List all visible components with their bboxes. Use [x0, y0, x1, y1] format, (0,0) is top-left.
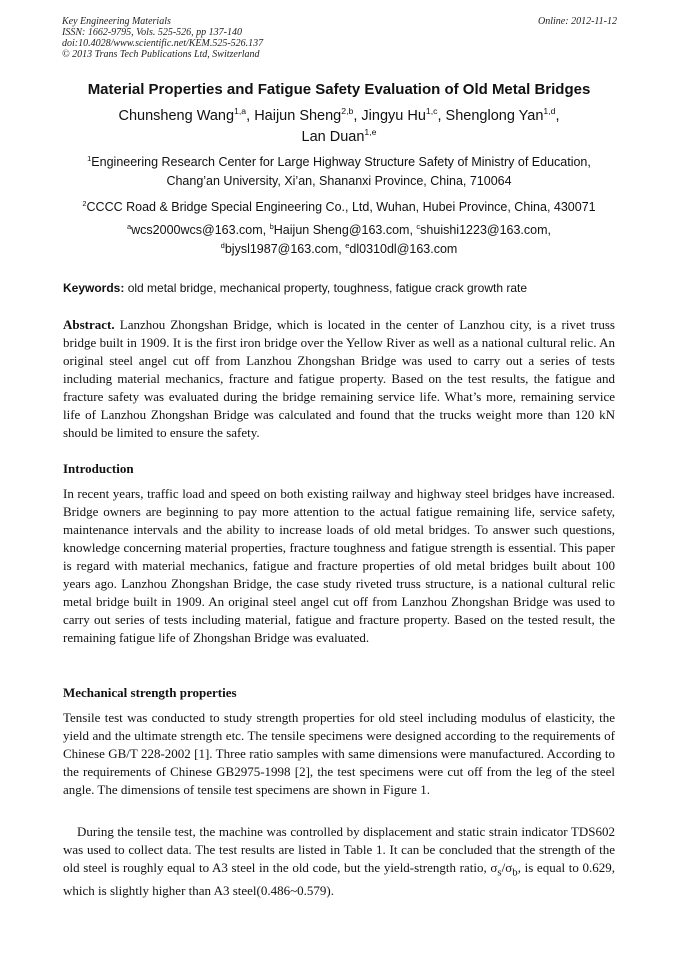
email: $^b$Haijun Sheng@163.com, — [269, 221, 417, 237]
online-date: Online: 2012-11-12 — [538, 16, 617, 27]
author: Jingyu Hu$^{1,c}$, — [361, 106, 446, 124]
sigma-s: $\sigma_s$ — [490, 860, 502, 879]
sigma-b: $\sigma_b$ — [505, 860, 518, 879]
introduction-paragraph: In recent years, traffic load and speed on both existing railway and highway steel bridges have increased. Bridge owners are beginning to pay more attention to the actual fatigue remaining life, service safety, maintenance intervals and the ability to increase loads of old metal bridges. To answer such questions, knowledge concerning material properties, fracture toughness and fatigue strength is essential. This paper is regard with material mechanics, fatigue and fracture properties of old metal bridges built about 100 years ago. Lanzhou Zhongshan Bridge, the case study riveted truss structure, is a national cultural relic metal bridge built in 1909. An original steel angel cut off from Lanzhou Zhongshan Bridge was used to carry out series of tests including material, fatigue and fracture property. Based on the tested result, the remaining fatigue life of Zhongshan Bridge was evaluated. — [63, 486, 615, 645]
abstract-text: Lanzhou Zhongshan Bridge, which is located in the center of Lanzhou city, is a rivet truss bridge built in 1909. It is the first iron bridge over the Yellow River as well as a national cultural relic. An original steel angel cut off from Lanzhou Zhongshan Bridge was used to carry out a series of tests including material mechanics, fracture and fatigue property. Based on the test results, the fatigue and fracture safety was evaluated during the bridge remaining service life. What’s more, remaining service life of Lanzhou Zhongshan Bridge was calculated and found that the trucks weight more than 120 kN should be limited to ensure the safety. — [63, 317, 615, 440]
paper-title: Material Properties and Fatigue Safety Evaluation of Old Metal Bridges — [87, 81, 591, 98]
section-heading-introduction: Introduction — [63, 461, 134, 476]
keywords — [63, 280, 615, 296]
email: $^d$bjysl1987@163.com, — [220, 240, 346, 256]
author: Shenglong Yan$^{1,d}$, — [445, 106, 560, 124]
mechanical-paragraph-2: During the tensile test, the machine was controlled by displacement and static strain indicator TDS602 was used to collect data. The test results are listed in Table 1. It can be concluded that the strength of the old steel is roughly equal to A3 steel in the old code, but the yield-strength ratio, $\sigma_s/\sigma_b$, is equal to 0.629, which is slightly higher than A3 steel(0.486~0.579). — [63, 824, 615, 898]
mechanical-paragraph-1: Tensile test was conducted to study strength properties for old steel including modulus of elasticity, the yield and the ultimate strength etc. The tensile specimens were designed according to the requirements of Chinese GB/T 228-2002 [1]. Three ratio samples with same dimensions were manufactured. According to the requirements of Chinese GB2975-1998 [2], the test specimens were cut off from the leg of the steel angle. The dimensions of tensile test specimens are shown in Figure 1. — [63, 710, 615, 797]
author: Chunsheng Wang$^{1,a}$, — [118, 106, 255, 124]
section-heading-mechanical: Mechanical strength properties — [63, 685, 237, 700]
journal-copyright: © 2013 Trans Tech Publications Ltd, Switzerland — [62, 49, 260, 60]
journal-name: Key Engineering Materials — [62, 16, 171, 27]
journal-header — [62, 16, 617, 60]
affiliation-1: $^1$Engineering Research Center for Large Highway Structure Safety of Ministry of Education, Chang’an University, Xi’an, Shananxi Province, China, 710064 — [87, 153, 591, 188]
author: Lan Duan$^{1,e}$ — [301, 127, 377, 145]
email-list — [60, 221, 618, 259]
affiliation-2: $^2$CCCC Road & Bridge Special Engineering Co., Ltd, Wuhan, Hubei Province, China, 430071 — [82, 198, 596, 214]
abstract-label: Abstract. — [63, 317, 115, 332]
author-list — [60, 106, 618, 148]
keywords-label: Keywords: — [63, 281, 125, 295]
email: $^e$dl0310dl@163.com — [345, 240, 458, 256]
author: Haijun Sheng$^{2,b}$, — [254, 106, 362, 124]
keywords-text: old metal bridge, mechanical property, toughness, fatigue crack growth rate — [127, 281, 528, 295]
email: $^a$wcs2000wcs@163.com, — [126, 221, 270, 237]
email: $^c$shuishi1223@163.com, — [416, 221, 552, 237]
journal-doi: doi:10.4028/www.scientific.net/KEM.525-526.137 — [62, 38, 264, 49]
journal-issn: ISSN: 1662-9795, Vols. 525-526, pp 137-140 — [62, 27, 242, 38]
abstract — [63, 316, 615, 442]
